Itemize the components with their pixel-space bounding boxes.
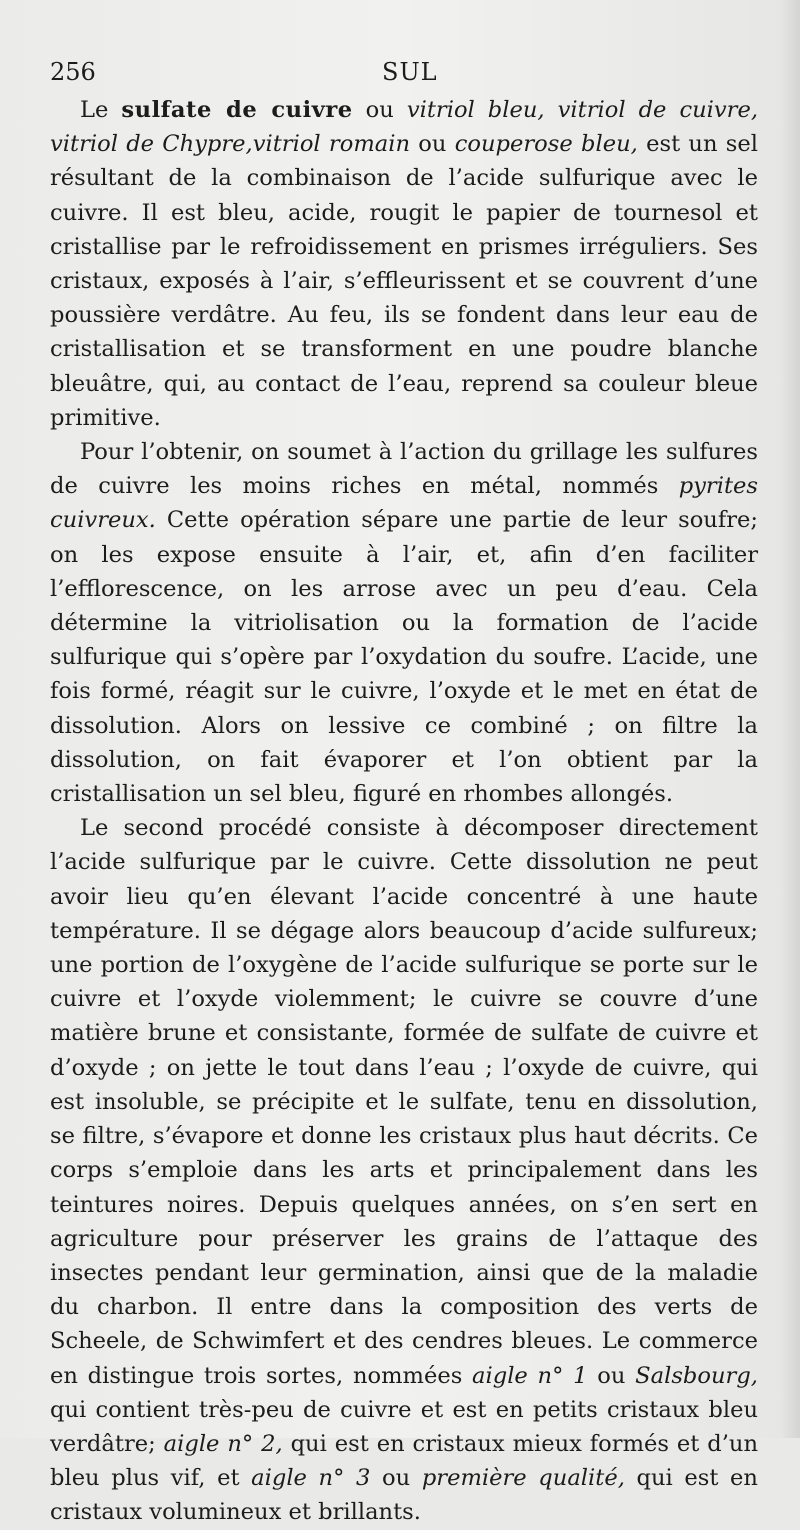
page-number: 256 [50,58,96,86]
text-run: ou [352,97,407,123]
paragraph-2 [50,435,758,811]
running-head: SUL [382,58,438,86]
text-run: qui est en cristaux volumineux et brillants. [50,1465,758,1526]
text-run: ou [587,1362,636,1389]
text-run: ou [370,1465,422,1492]
entry-term: sulfate de cuivre [121,97,353,123]
italic-run: aigle n° 1 [472,1362,588,1389]
text-run: qui est en cristaux mieux formés et d’un bleu plus vif, et [50,1430,758,1492]
italic-run: Salsbourg, [635,1362,758,1389]
text-run: Cette opération sépare une partie de leur soufre; on les expose ensuite à l’air, et, afin d’en faciliter l’efflorescence, on les arrose avec un peu d’eau. Cela détermine la vitriolisation ou la formation de l’acide sulfurique qui s’opère par l’oxydation du soufre. L’acide, une fois formé, réagit sur le cuivre, l’oxyde et le met en état de dissolution. Alors on lessive ce combiné ; on filtre la dissolution, on fait évaporer et l’on obtient par la cristallisation un sel bleu, figuré en rhombes allongés. [50,507,758,808]
paragraph-3 [50,811,758,1529]
text-run: ou [410,131,455,158]
italic-run: aigle n° 2, [163,1430,283,1457]
paragraph-1 [50,93,758,435]
text-run: qui contient très-peu de cuivre et est en petits cristaux bleu verdâtre; [50,1396,758,1457]
text-run: est un sel résultant de la combinaison de l’acide sulfurique avec le cuivre. Il est bleu, acide, rougit le papier de tournesol et cristallise par le refroidissement en prismes irréguliers. Ses cristaux, exposés à l’air, s’effleurissent et se couvrent d’une poussière verdâtre. Au feu, ils se fondent dans leur eau de cristallisation et se transforment en une poudre blanche bleuâtre, qui, au contact de l’eau, reprend sa couleur bleue primitive. [50,131,758,431]
italic-run: aigle n° 3 [251,1465,371,1492]
body-text [50,93,758,1530]
italic-run: pyrites cuivreux. [50,473,758,534]
text-run: Le second procédé consiste à décomposer directement l’acide sulfurique par le cuivre. Cette dissolution ne peut avoir lieu qu’en élevant l’acide concentré à une haute température. Il se dégage alors beaucoup d’acide sulfureux; une portion de l’oxygène de l’acide sulfurique se porte sur le cuivre et l’oxyde violemment; le cuivre se couvre d’une matière brune et consistante, formée de sulfate de cuivre et d’oxyde ; on jette le tout dans l’eau ; l’oxyde de cuivre, qui est insoluble, se précipite et le sulfate, tenu en dissolution, se filtre, s’évapore et donne les cristaux plus haut décrits. Ce corps s’emploie dans les arts et principalement dans les teintures noires. Depuis quelques années, on s’en sert en agriculture pour préserver les grains de l’attaque des insectes pendant leur germination, ainsi que de la maladie du charbon. Il entre dans la composition des verts de Scheele, de Schwimfert et des cendres bleues. Le commerce en distingue trois sortes, nommées [50,815,758,1389]
text-run: Pour l’obtenir, on soumet à l’action du grillage les sulfures de cuivre les moins riches en métal, nommés [50,439,758,500]
italic-run: couperose bleu, [454,131,638,158]
binding-shadow [780,0,800,1438]
italic-run: première qualité, [421,1465,625,1492]
text-run: Le [80,97,122,123]
italic-run: vitriol bleu, vitriol de cuivre, vitriol de Chypre,vitriol romain [50,97,758,158]
page-header [50,58,754,90]
